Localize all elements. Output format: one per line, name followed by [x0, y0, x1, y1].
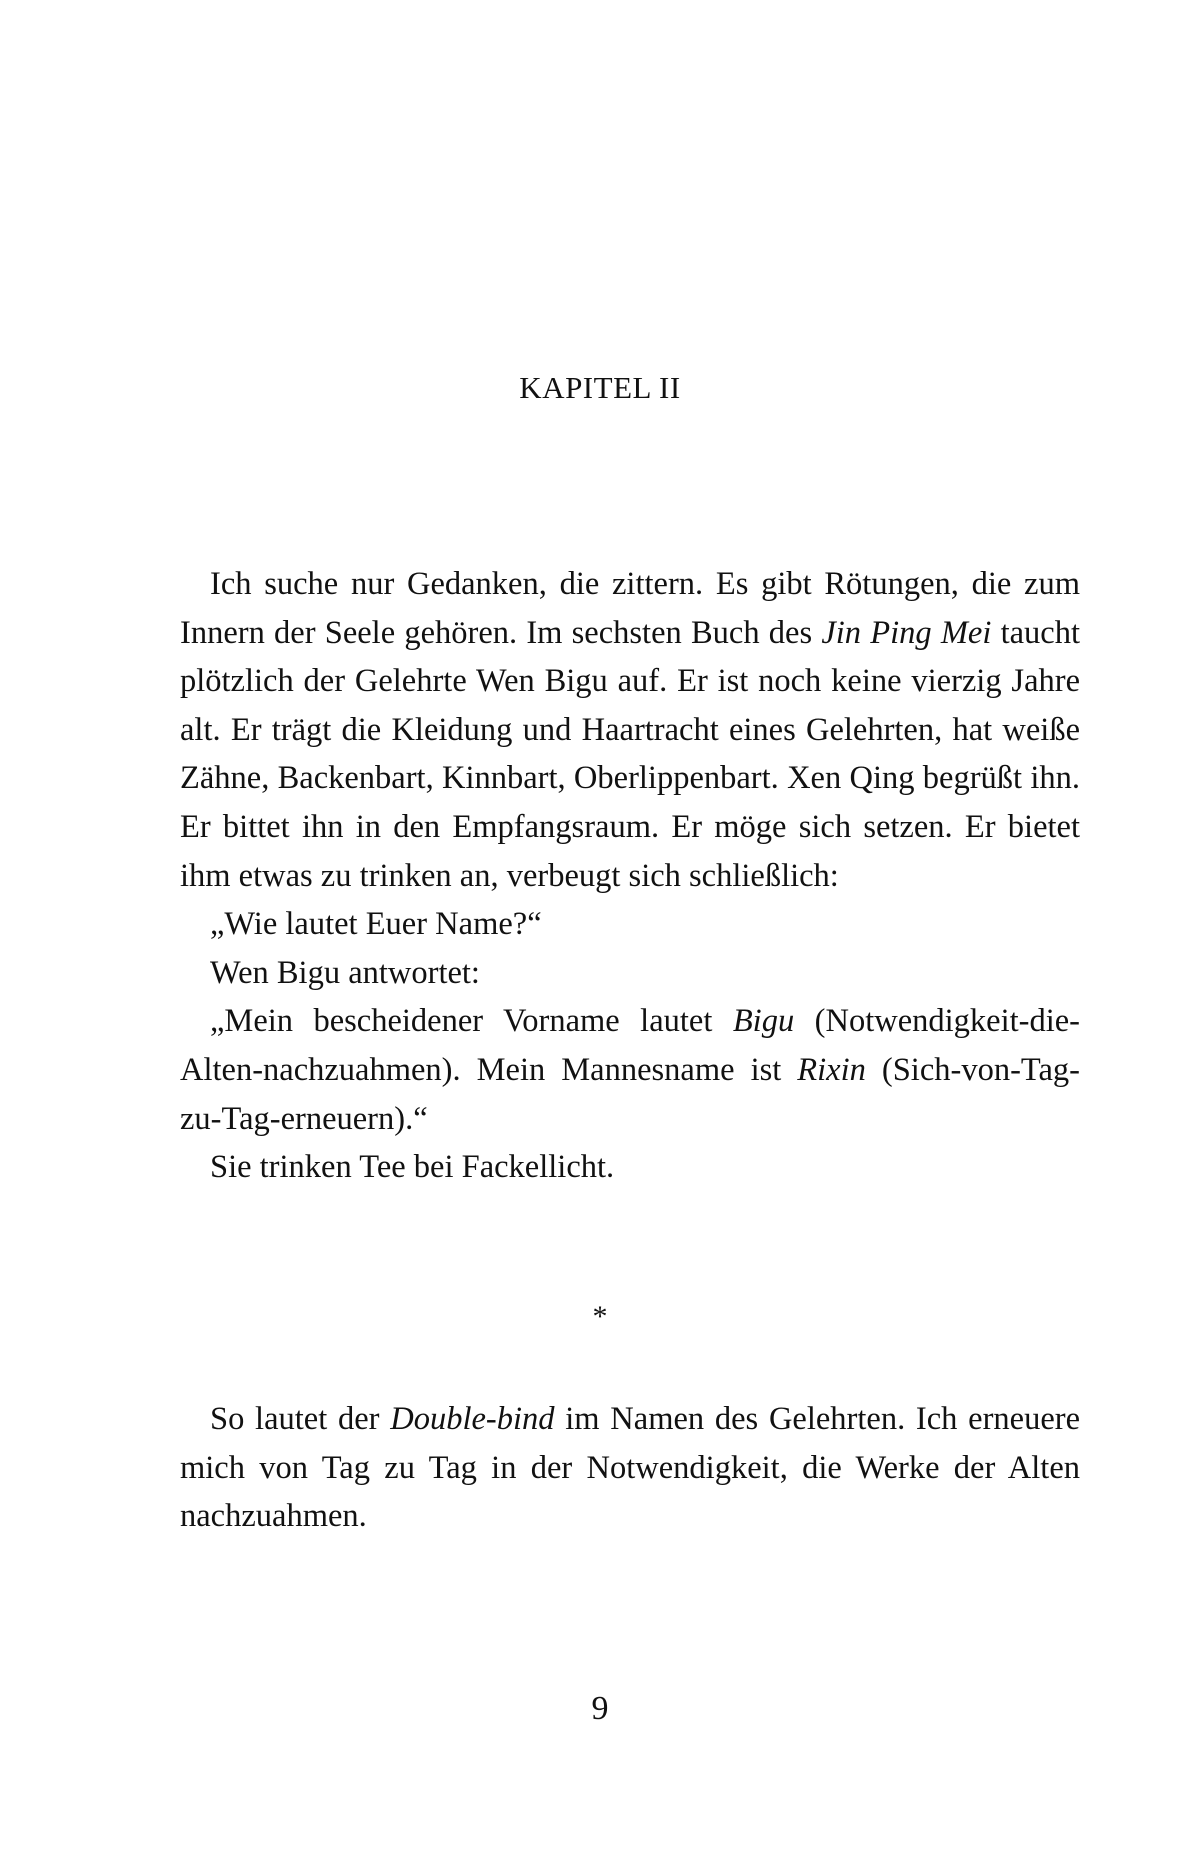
- paragraph-text: So lautet der: [210, 1401, 391, 1437]
- chapter-title: KAPITEL II: [519, 370, 681, 405]
- paragraph: [180, 560, 1080, 900]
- paragraph-text: „Mein bescheidener Vorname lautet: [210, 1003, 733, 1040]
- name-italic: Bigu: [732, 1003, 795, 1040]
- section-separator: *: [592, 1300, 608, 1333]
- paragraph-text: im Namen des Gelehrten. Ich erneuere mich von Tag zu Tag in der Notwendigkeit, die Werke der Alten nachzuahmen.: [180, 1401, 1081, 1535]
- text-section-1: [180, 560, 1080, 1192]
- page-number: 9: [591, 1690, 609, 1727]
- paragraph-text: (Sich-von-Tag-zu-Tag-erneuern).“: [180, 1051, 1080, 1137]
- book-title-italic: Jin Ping Mei: [821, 614, 992, 651]
- paragraph: Wen Bigu antwortet:: [210, 954, 480, 991]
- paragraph: Sie trinken Tee bei Fackellicht.: [210, 1149, 615, 1186]
- term-italic: Double-bind: [390, 1401, 555, 1437]
- paragraph: [180, 1395, 1080, 1541]
- paragraph-text: (Notwendigkeit-die-Alten-nachzuahmen). Mein Mannesname ist: [180, 1003, 1080, 1088]
- paragraph: [180, 997, 1080, 1143]
- paragraph-text: Ich suche nur Gedanken, die zittern. Es gibt Rötungen, die zum Innern der Seele gehören. Im sechsten Buch des: [180, 566, 1080, 651]
- paragraph-text: taucht plötzlich der Gelehrte Wen Bigu auf. Er ist noch keine vierzig Jahre alt. Er trägt die Kleidung und Haartracht eines Gelehrten, hat weiße Zähne, Backenbart, Kinnbart, Oberlippenbart. Xen Qing begrüßt ihn. Er bittet ihn in den Empfangsraum. Er möge sich setzen. Er bietet ihm etwas zu trinken an, verbeugt sich schließlich:: [180, 614, 1080, 894]
- paragraph: „Wie lautet Euer Name?“: [210, 906, 542, 943]
- text-section-2: [180, 1395, 1080, 1541]
- name-italic: Rixin: [797, 1051, 866, 1088]
